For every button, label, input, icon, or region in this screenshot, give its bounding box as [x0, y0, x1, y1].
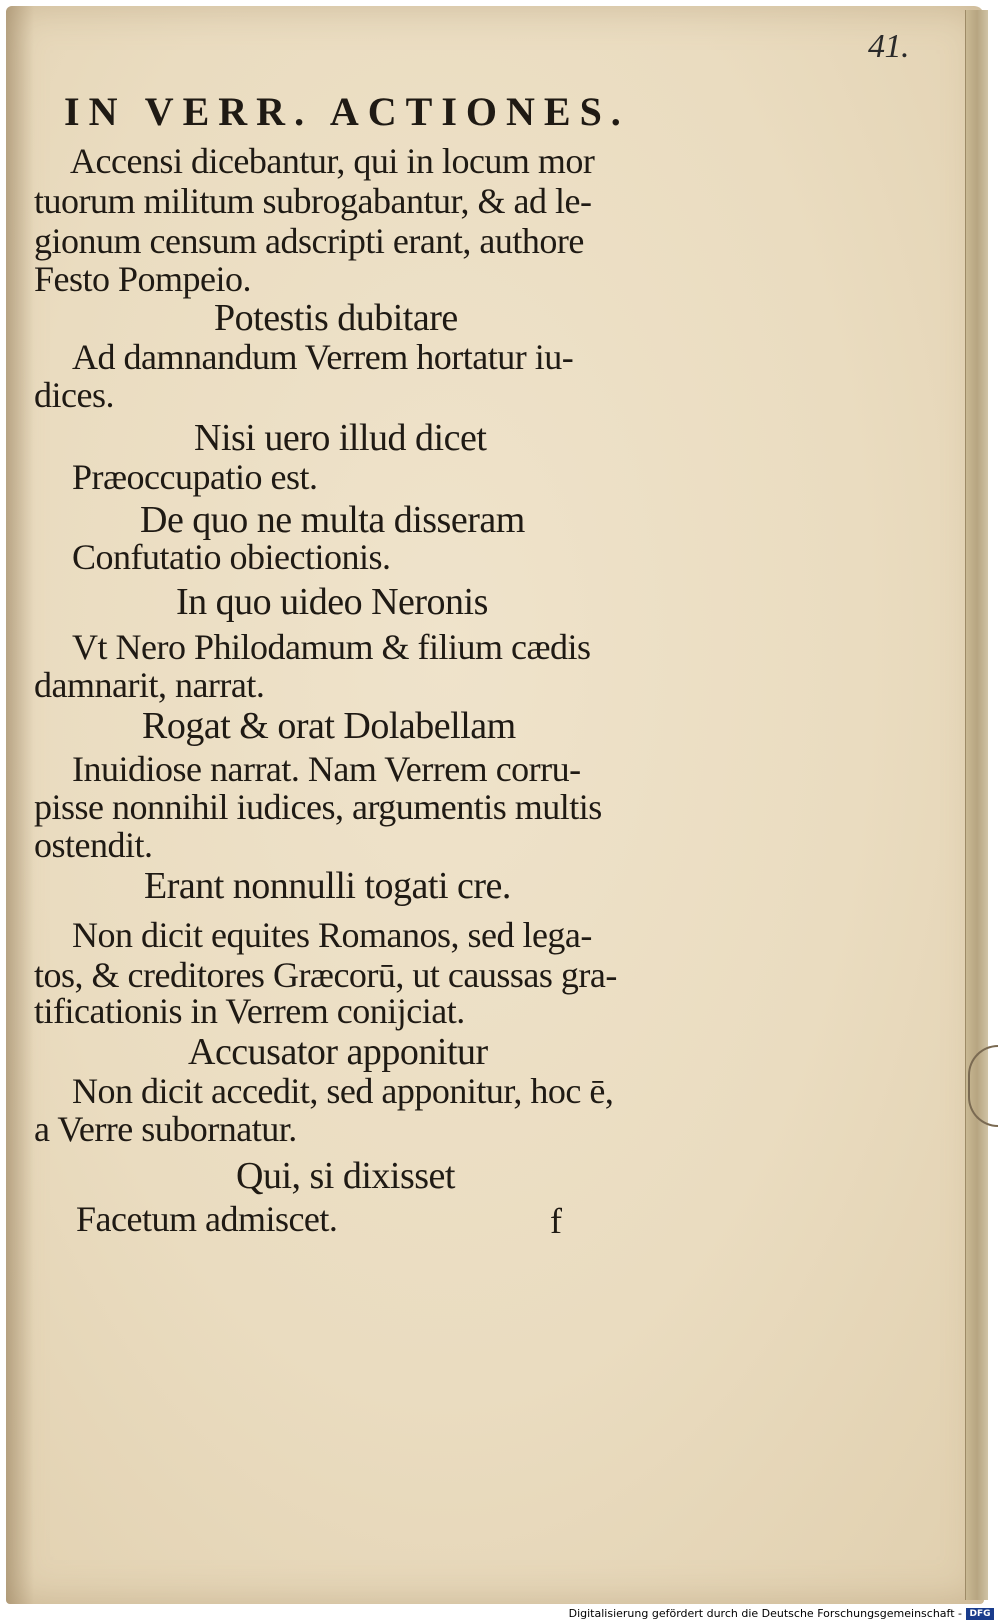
digitization-footer — [0, 1606, 1000, 1623]
lemma-heading: Nisi uero illud dicet — [194, 417, 487, 459]
commentary-line: Confutatio obiectionis. — [72, 537, 391, 577]
commentary-line: Accensi dicebantur, qui in locum mor — [70, 141, 595, 181]
commentary-line: Non dicit equites Romanos, sed lega- — [72, 915, 592, 955]
page-gutter-shadow — [6, 6, 34, 1604]
commentary-line: Non dicit accedit, sed apponitur, hoc ē, — [72, 1071, 614, 1111]
lemma-heading: Accusator apponitur — [188, 1031, 488, 1073]
lemma-heading: Rogat & orat Dolabellam — [142, 705, 516, 747]
lemma-heading: Erant nonnulli togati cre. — [144, 865, 511, 907]
commentary-line: ostendit. — [34, 825, 153, 865]
signature-mark: f — [550, 1201, 562, 1241]
commentary-line: Vt Nero Philodamum & filium cædis — [72, 627, 591, 667]
lemma-heading: In quo uideo Neronis — [176, 581, 488, 623]
dfg-logo-icon: DFG — [966, 1608, 994, 1620]
commentary-line: Festo Pompeio. — [34, 259, 252, 299]
commentary-line: Ad damnandum Verrem hortatur iu- — [72, 337, 574, 377]
footer-credit: Digitalisierung gefördert durch die Deutsche Forschungsgemeinschaft - — [568, 1607, 962, 1620]
lemma-heading: Qui, si dixisset — [236, 1155, 455, 1197]
commentary-line: tos, & creditores Græcorū, ut caussas gra- — [34, 955, 617, 995]
commentary-line: gionum censum adscripti erant, authore — [34, 221, 584, 261]
commentary-line: tuorum militum subrogabantur, & ad le- — [34, 181, 592, 221]
running-head: IN VERR. ACTIONES. — [64, 89, 630, 134]
commentary-line: pisse nonnihil iudices, argumentis multis — [34, 787, 602, 827]
folio-number: 41. — [868, 28, 909, 65]
commentary-line: Præoccupatio est. — [72, 457, 318, 497]
book-fore-edge — [965, 10, 988, 1600]
commentary-line: Facetum admiscet. — [76, 1199, 338, 1239]
lemma-heading: De quo ne multa disseram — [140, 499, 525, 541]
lemma-heading: Potestis dubitare — [214, 297, 458, 339]
commentary-line: tificationis in Verrem conijciat. — [34, 991, 465, 1031]
commentary-line: Inuidiose narrat. Nam Verrem corru- — [72, 749, 581, 789]
commentary-line: damnarit, narrat. — [34, 665, 265, 705]
commentary-line: dices. — [34, 375, 114, 415]
commentary-line: a Verre subornatur. — [34, 1109, 297, 1149]
